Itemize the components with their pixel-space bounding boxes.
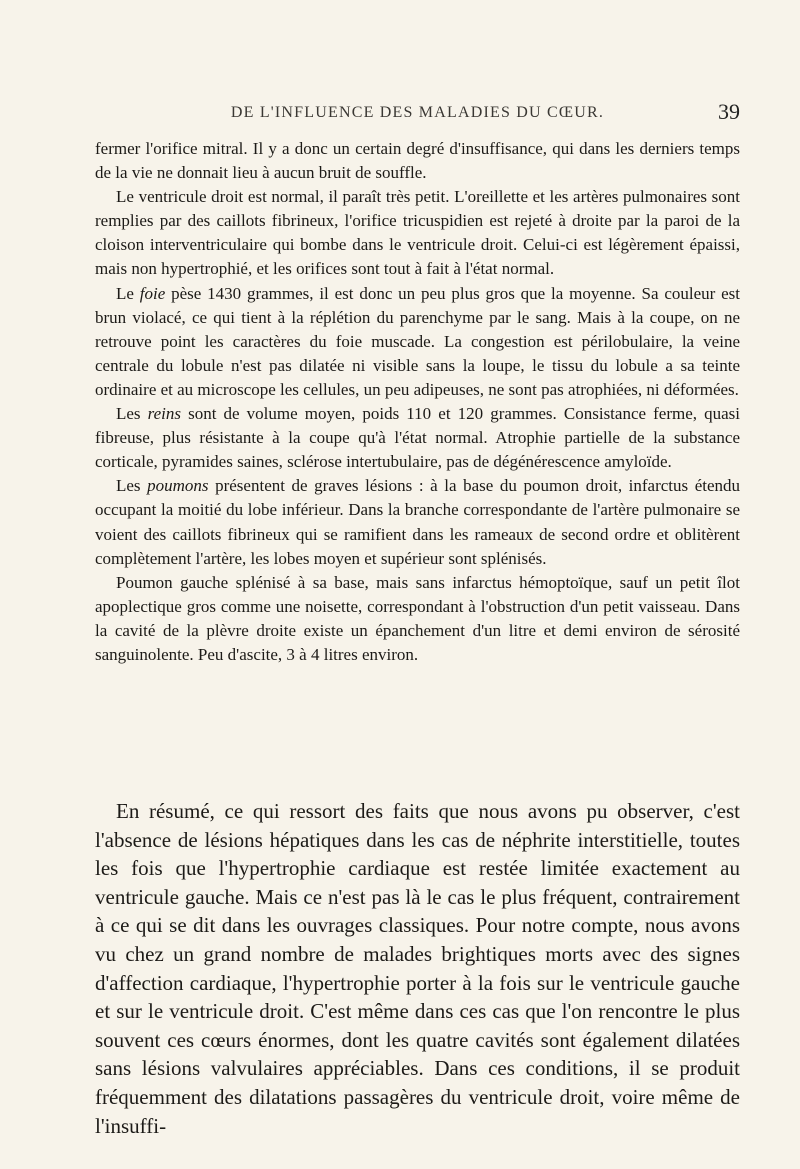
- term-lungs: poumons: [147, 476, 209, 496]
- paragraph-mitral: fermer l'orifice mitral. Il y a donc un certain degré d'insuffisance, qui dans les derniers temps de la vie ne donnait lieu à aucun bruit de souffle.: [95, 139, 740, 183]
- paragraph-right-ventricle: Le ventricule droit est normal, il paraît très petit. L'oreillette et les artères pulmonaires sont remplies par des caillots fibrineux, l'orifice tricuspidien est rejeté à droite par la paroi de la cloison interventriculaire qui bombe dans le ventricule droit. Celui-ci est légèrement épaissi, mais non hypertrophié, et les orifices sont tout à fait à l'état normal.: [95, 187, 740, 279]
- term-kidneys: reins: [147, 404, 182, 424]
- summary-paragraph: En résumé, ce qui ressort des faits que nous avons pu observer, c'est l'absence de lésions hépatiques dans les cas de néphrite interstitielle, toutes les fois que l'hypertrophie cardiaque est restée limitée exactement au ventricule gauche. Mais ce n'est pas là le cas le plus fréquent, contrairement à ce qui se dit dans les ouvrages classiques. Pour notre compte, nous avons vu chez un grand nombre de malades brightiques morts avec des signes d'affection cardiaque, l'hypertrophie porter à la fois sur le ventricule gauche et sur le ventricule droit. C'est même dans ces cas que l'on rencontre le plus souvent ces cœurs énormes, dont les quatre cavités sont également dilatées sans lésions valvulaires appréciables. Dans ces conditions, il se produit fréquemment des dilatations passagères du ventricule droit, voire même de l'insuffi-: [95, 799, 740, 1138]
- paragraph-kidneys: Les reins sont de volume moyen, poids 110 et 120 grammes. Consistance ferme, quasi fibreuse, plus résistante à la coupe qu'à l'état normal. Atrophie partielle de la substance corticale, pyramides saines, sclérose intertubulaire, pas de dégénérescence amyloïde.: [95, 404, 740, 472]
- autopsy-text: [95, 137, 740, 667]
- term-liver: foie: [139, 283, 166, 303]
- running-head: DE L'INFLUENCE DES MALADIES DU CŒUR.: [230, 104, 605, 121]
- page-number: 39: [718, 99, 740, 124]
- summary-section: [95, 797, 740, 1140]
- paragraph-left-lung: Poumon gauche splénisé à sa base, mais sans infarctus hémoptoïque, sauf un petit îlot apoplectique gros comme une noisette, correspondant à l'obstruction d'un petit vaisseau. Dans la cavité de la plèvre droite existe un épanchement d'un litre et demi environ de sérosité sanguinolente. Peu d'ascite, 3 à 4 litres environ.: [95, 572, 740, 664]
- paragraph-lungs: Les poumons présentent de graves lésions : à la base du poumon droit, infarctus étendu occupant la moitié du lobe inférieur. Dans la branche correspondante de l'artère pulmonaire se voient des caillots fibrineux qui se ramifient dans les rameaux de second ordre et oblitèrent complètement l'artère, les lobes moyen et supérieur sont splénisés.: [95, 476, 741, 568]
- paragraph-liver: Le foie pèse 1430 grammes, il est donc un peu plus gros que la moyenne. Sa couleur est brun violacé, ce qui tient à la réplétion du parenchyme par le sang. Mais à la coupe, on ne retrouve point les caractères du foie muscade. La congestion est périlobulaire, la veine centrale du lobule n'est pas dilatée ni visible sans la loupe, le tissu du lobule a sa teinte ordinaire et au microscope les cellules, un peu adipeuses, ne sont pas atrophiées, ni déformées.: [95, 283, 741, 399]
- page-header: [95, 99, 740, 130]
